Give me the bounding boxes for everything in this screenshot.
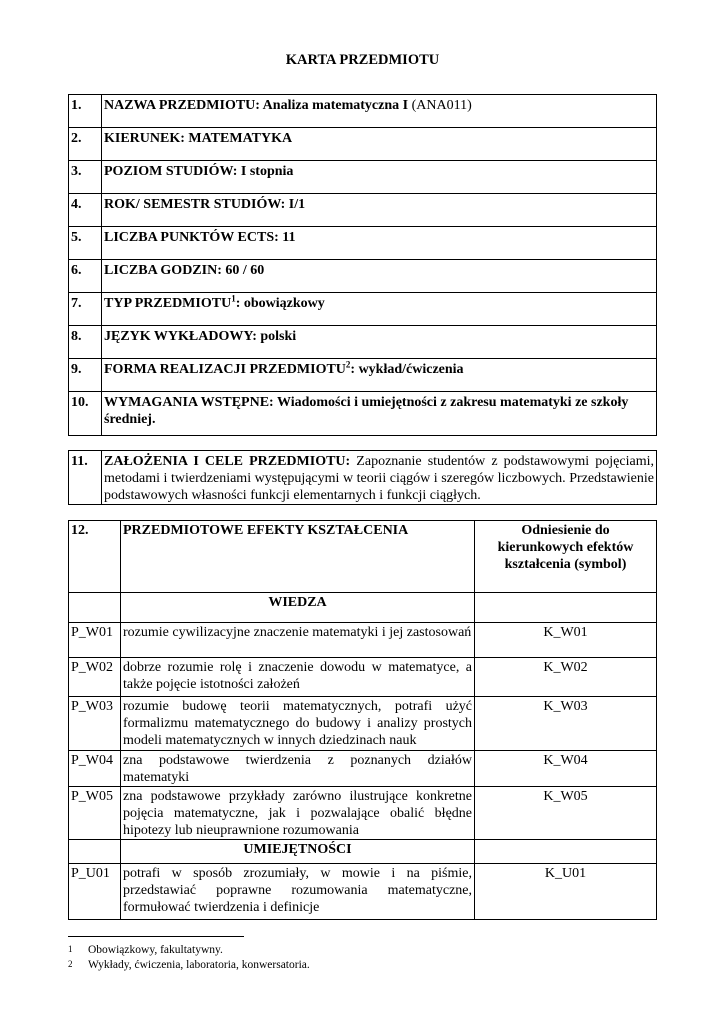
footnote — [68, 959, 310, 971]
row-value: : obowiązkowy — [235, 296, 325, 311]
table-row — [69, 392, 657, 436]
outcome-reference: K_W04 — [475, 751, 657, 787]
goals-text: Zapoznanie studentów z podstawowymi pojęciami, metodami i twierdzeniami występującymi w teorii ciągów i szeregów liczbowych. Przedstawienie podstawowych własności funkcji elementarnych i funkcji ciągłych. — [104, 454, 654, 503]
row-label: WYMAGANIA WSTĘPNE: Wiadomości i umiejętności z zakresu matematyki ze szkoły średniej. — [102, 392, 657, 436]
table-row — [69, 359, 657, 392]
row-number: 8. — [69, 326, 102, 359]
row-number: 3. — [69, 161, 102, 194]
row-label: ROK/ SEMESTR STUDIÓW: I/1 — [102, 194, 657, 227]
table-row — [69, 260, 657, 293]
section-skills: UMIEJĘTNOŚCI — [121, 840, 475, 864]
outcome-description: dobrze rozumie rolę i znaczenie dowodu w matematyce, a także pojęcie istotności założeń — [121, 658, 475, 697]
row-label: NAZWA PRZEDMIOTU: Analiza matematyczna I — [104, 98, 409, 113]
outcome-code: P_W01 — [69, 623, 121, 658]
table-row — [69, 95, 657, 128]
row-number: 10. — [69, 392, 102, 436]
table-row — [69, 451, 657, 505]
outcome-description: rozumie budowę teorii matematycznych, potrafi użyć formalizmu matematycznego do budowy i analizy prostych modeli matematycznych w innych dziedzinach nauk — [121, 697, 475, 751]
footnote-text: Obowiązkowy, fakultatywny. — [88, 944, 223, 956]
header-row — [69, 521, 657, 593]
row-number: 5. — [69, 227, 102, 260]
column-header-reference: Odniesienie do kierunkowych efektów kształcenia (symbol) — [475, 521, 657, 593]
table-row — [69, 864, 657, 920]
table-row — [69, 293, 657, 326]
row-label: LICZBA GODZIN: 60 / 60 — [102, 260, 657, 293]
column-header-outcomes: PRZEDMIOTOWE EFEKTY KSZTAŁCENIA — [121, 521, 475, 593]
section-row — [69, 840, 657, 864]
row-label: FORMA REALIZACJI PRZEDMIOTU — [104, 362, 346, 377]
table-row — [69, 658, 657, 697]
outcome-reference: K_W05 — [475, 787, 657, 840]
outcome-reference: K_U01 — [475, 864, 657, 920]
table-row — [69, 128, 657, 161]
outcome-code: P_W03 — [69, 697, 121, 751]
outcome-code: P_W05 — [69, 787, 121, 840]
row-number: 6. — [69, 260, 102, 293]
row-content — [102, 293, 657, 326]
page-title: KARTA PRZEDMIOTU — [285, 52, 440, 68]
outcome-description: zna podstawowe przykłady zarówno ilustrujące konkretne pojęcia matematyczne, jak i pozwalające obalić błędne hipotezy lub nieuprawnione rozumowania — [121, 787, 475, 840]
row-value: : wykład/ćwiczenia — [350, 362, 464, 377]
outcome-reference: K_W01 — [475, 623, 657, 658]
row-content — [102, 359, 657, 392]
outcome-reference: K_W02 — [475, 658, 657, 697]
outcome-description: potrafi w sposób zrozumiały, w mowie i na piśmie, przedstawiać poprawne rozumowania matematyczne, formułować twierdzenia i definicje — [121, 864, 475, 920]
row-content — [102, 451, 657, 505]
row-label: ZAŁOŻENIA I CELE PRZEDMIOTU: — [104, 454, 351, 469]
section-knowledge: WIEDZA — [121, 593, 475, 623]
course-code: (ANA011) — [408, 98, 472, 113]
footnote-text: Wykłady, ćwiczenia, laboratoria, konwersatoria. — [88, 959, 310, 971]
section-row — [69, 593, 657, 623]
outcome-description: rozumie cywilizacyjne znaczenie matematyki i jej zastosowań — [121, 623, 475, 658]
footnote-ref: 1 — [231, 293, 236, 304]
outcome-code: P_U01 — [69, 864, 121, 920]
footnote-number: 2 — [68, 959, 73, 969]
table-row — [69, 326, 657, 359]
row-number: 12. — [69, 521, 121, 593]
footnote — [68, 944, 223, 956]
outcome-code: P_W04 — [69, 751, 121, 787]
row-label: KIERUNEK: MATEMATYKA — [102, 128, 657, 161]
course-info-table — [68, 94, 657, 436]
table-row — [69, 194, 657, 227]
table-row — [69, 227, 657, 260]
row-number: 11. — [69, 451, 102, 505]
outcome-description: zna podstawowe twierdzenia z poznanych działów matematyki — [121, 751, 475, 787]
table-row — [69, 161, 657, 194]
table-row — [69, 787, 657, 840]
row-content — [102, 95, 657, 128]
outcome-reference: K_W03 — [475, 697, 657, 751]
row-number: 1. — [69, 95, 102, 128]
table-row — [69, 697, 657, 751]
footnote-divider — [68, 936, 244, 937]
row-number: 2. — [69, 128, 102, 161]
row-number: 7. — [69, 293, 102, 326]
table-row — [69, 751, 657, 787]
row-label: JĘZYK WYKŁADOWY: polski — [102, 326, 657, 359]
footnote-ref: 2 — [345, 359, 351, 370]
footnote-number: 1 — [68, 944, 73, 954]
row-number: 9. — [69, 359, 102, 392]
learning-outcomes-table — [68, 520, 657, 920]
outcome-code: P_W02 — [69, 658, 121, 697]
row-label: TYP PRZEDMIOTU — [104, 296, 232, 311]
goals-table — [68, 450, 657, 505]
row-label: POZIOM STUDIÓW: I stopnia — [102, 161, 657, 194]
table-row — [69, 623, 657, 658]
row-label: LICZBA PUNKTÓW ECTS: 11 — [102, 227, 657, 260]
row-number: 4. — [69, 194, 102, 227]
